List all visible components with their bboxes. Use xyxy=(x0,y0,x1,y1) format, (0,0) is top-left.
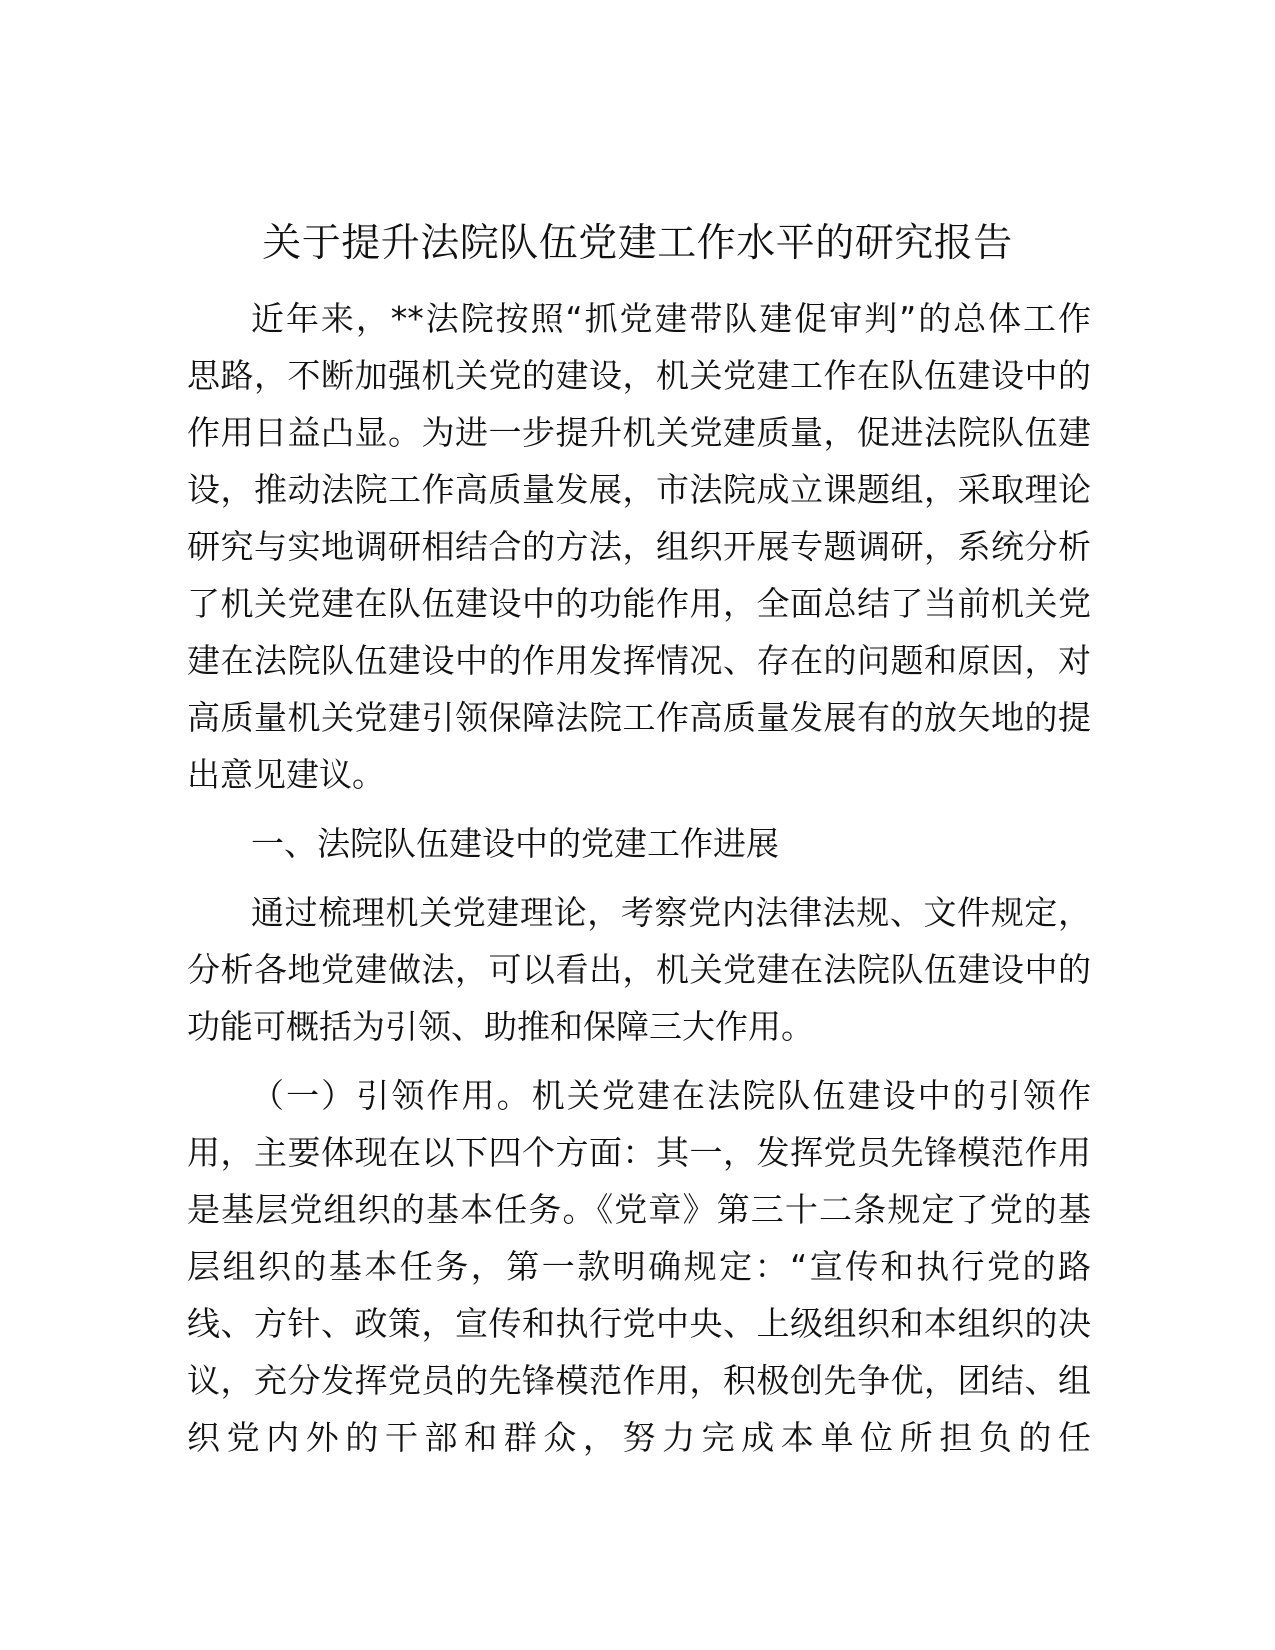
text-line: 高质量机关党建引领保障法院工作高质量发展有的放矢地的提 xyxy=(187,698,1091,737)
document-title: 关于提升法院队伍党建工作水平的研究报告 xyxy=(262,221,1013,266)
text-line: 织党内外的干部和群众，努力完成本单位所担负的任 xyxy=(187,1418,1091,1457)
text-line: 了机关党建在队伍建设中的功能作用，全面总结了当前机关党 xyxy=(187,584,1091,623)
text-line: 分析各地党建做法，可以看出，机关党建在法院队伍建设中的 xyxy=(187,950,1091,989)
paragraph-intro xyxy=(187,290,1091,803)
text-line: 近年来，**法院按照“抓党建带队建促审判”的总体工作 xyxy=(251,299,1091,338)
text-line: 设，推动法院工作高质量发展，市法院成立课题组，采取理论 xyxy=(187,470,1091,509)
text-line: 线、方针、政策，宣传和执行党中央、上级组织和本组织的决 xyxy=(187,1304,1091,1343)
paragraph-spacer xyxy=(187,872,1091,884)
text-line: 出意见建议。 xyxy=(187,755,385,794)
text-line: 建在法院队伍建设中的作用发挥情况、存在的问题和原因，对 xyxy=(187,641,1091,680)
paragraph-leading-role xyxy=(187,1067,1091,1466)
paragraph-spacer xyxy=(187,803,1091,815)
text-line: 是基层党组织的基本任务。《党章》第三十二条规定了党的基 xyxy=(187,1190,1091,1229)
text-line: 层组织的基本任务，第一款明确规定：“宣传和执行党的路 xyxy=(187,1247,1091,1286)
text-line: 作用日益凸显。为进一步提升机关党建质量，促进法院队伍建 xyxy=(187,413,1091,452)
text-line: 用，主要体现在以下四个方面：其一，发挥党员先锋模范作用 xyxy=(187,1133,1091,1172)
text-line: 功能可概括为引领、助推和保障三大作用。 xyxy=(187,1007,814,1046)
text-line: 议，充分发挥党员的先锋模范作用，积极创先争优，团结、组 xyxy=(187,1361,1091,1400)
document-body xyxy=(187,290,1091,1466)
section-heading xyxy=(187,815,1091,872)
paragraph-spacer xyxy=(187,1055,1091,1067)
text-line: 通过梳理机关党建理论，考察党内法律法规、文件规定， xyxy=(251,893,1091,932)
text-line: （一）引领作用。机关党建在法院队伍建设中的引领作 xyxy=(251,1076,1091,1115)
text-line: 研究与实地调研相结合的方法，组织开展专题调研，系统分析 xyxy=(187,527,1091,566)
paragraph-overview xyxy=(187,884,1091,1055)
section-heading-text: 一、法院队伍建设中的党建工作进展 xyxy=(251,824,779,863)
text-line: 思路，不断加强机关党的建设，机关党建工作在队伍建设中的 xyxy=(187,356,1091,395)
